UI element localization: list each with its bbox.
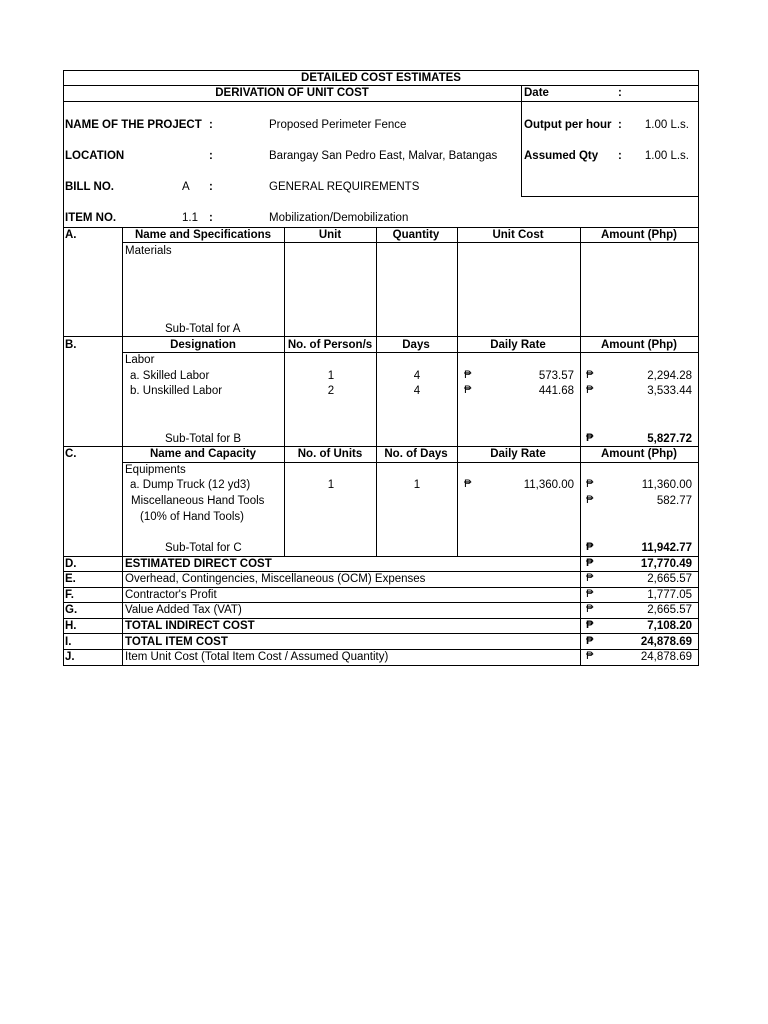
equipment-units: 1 (327, 479, 335, 491)
labor-persons: 1 (327, 370, 335, 382)
bill-code: A (182, 181, 190, 193)
location-label: LOCATION (65, 150, 125, 162)
qty-value: 1.00 L.s. (644, 150, 689, 162)
labor-amount: 2,294.28 (647, 370, 692, 382)
column-header: Quantity (392, 229, 440, 241)
peso-sign: ₱ (586, 572, 594, 584)
summary-code: I. (65, 636, 72, 648)
labor-persons: 2 (327, 385, 335, 397)
grid-line (457, 227, 458, 557)
summary-value: 24,878.69 (640, 636, 692, 648)
peso-sign: ₱ (586, 541, 594, 553)
peso-sign: ₱ (464, 384, 472, 396)
colon: : (209, 212, 213, 224)
summary-code: F. (65, 589, 74, 601)
summary-code: G. (65, 604, 78, 616)
section-a-code: A. (65, 229, 77, 241)
grid-line (63, 665, 699, 666)
column-header: Name and Capacity (149, 448, 257, 460)
colon: : (209, 150, 213, 162)
column-header: Amount (Php) (600, 448, 678, 460)
peso-sign: ₱ (586, 635, 594, 647)
group-label: Materials (125, 245, 172, 257)
column-header: Amount (Php) (600, 229, 678, 241)
qty-label: Assumed Qty (524, 150, 599, 162)
summary-label: TOTAL ITEM COST (125, 636, 228, 648)
summary-value: 17,770.49 (640, 558, 692, 570)
labor-amount: 3,533.44 (647, 385, 692, 397)
summary-value: 2,665.57 (647, 573, 692, 585)
item-value: Mobilization/Demobilization (269, 212, 409, 224)
item-label: ITEM NO. (65, 212, 117, 224)
summary-code: J. (65, 651, 75, 663)
peso-sign: ₱ (586, 557, 594, 569)
column-header: No. of Units (297, 448, 363, 460)
column-header: No. of Person/s (287, 339, 373, 351)
summary-code: D. (65, 558, 77, 570)
bill-value: GENERAL REQUIREMENTS (269, 181, 420, 193)
labor-name: b. Unskilled Labor (130, 385, 223, 397)
column-header: Daily Rate (490, 339, 546, 351)
summary-code: H. (65, 620, 77, 632)
column-header: Name and Specifications (134, 229, 272, 241)
summary-code: E. (65, 573, 76, 585)
summary-value: 1,777.05 (647, 589, 692, 601)
grid-line (63, 336, 699, 337)
summary-label: Overhead, Contingencies, Miscellaneous (OCM) Expenses (125, 573, 426, 585)
section-c-code: C. (65, 448, 77, 460)
peso-sign: ₱ (586, 650, 594, 662)
grid-line (63, 633, 699, 634)
summary-label: Item Unit Cost (Total Item Cost / Assumed Quantity) (125, 651, 389, 663)
column-header: No. of Days (384, 448, 448, 460)
item-code: 1.1 (182, 212, 198, 224)
grid-line (63, 70, 64, 666)
bill-label: BILL NO. (65, 181, 114, 193)
location-value: Barangay San Pedro East, Malvar, Batangas (269, 150, 498, 162)
output-value: 1.00 L.s. (644, 119, 689, 131)
sheet-subtitle: DERIVATION OF UNIT COST (215, 87, 369, 99)
subtotal-value: 11,942.77 (641, 542, 692, 554)
grid-line (284, 227, 285, 557)
project-value: Proposed Perimeter Fence (269, 119, 407, 131)
summary-value: 7,108.20 (647, 620, 692, 632)
labor-days: 4 (413, 370, 421, 382)
equipment-note: (10% of Hand Tools) (140, 511, 244, 523)
summary-value: 24,878.69 (640, 651, 692, 663)
column-header: Unit (318, 229, 342, 241)
grid-line (376, 227, 377, 557)
summary-label: Value Added Tax (VAT) (125, 604, 242, 616)
grid-line (698, 70, 699, 666)
project-label: NAME OF THE PROJECT (65, 119, 202, 131)
subtotal-label: Sub-Total for B (165, 433, 242, 445)
equipment-name: Miscellaneous Hand Tools (131, 495, 265, 507)
grid-line (521, 85, 522, 197)
grid-line (63, 101, 699, 102)
colon: : (618, 150, 622, 162)
peso-sign: ₱ (586, 494, 594, 506)
peso-sign: ₱ (586, 432, 594, 444)
grid-line (521, 196, 699, 197)
labor-rate: 573.57 (538, 370, 574, 382)
grid-line (580, 227, 581, 666)
summary-label: ESTIMATED DIRECT COST (125, 558, 272, 570)
subtotal-value: 5,827.72 (647, 433, 692, 445)
date-colon: : (618, 87, 622, 99)
grid-line (122, 227, 123, 666)
peso-sign: ₱ (464, 478, 472, 490)
peso-sign: ₱ (586, 369, 594, 381)
column-header: Days (402, 339, 430, 351)
grid-line (123, 462, 699, 463)
peso-sign: ₱ (586, 588, 594, 600)
colon: : (209, 181, 213, 193)
equipment-name: a. Dump Truck (12 yd3) (130, 479, 251, 491)
labor-rate: 441.68 (538, 385, 574, 397)
peso-sign: ₱ (586, 478, 594, 490)
summary-value: 2,665.57 (647, 604, 692, 616)
equipment-amount: 582.77 (656, 495, 692, 507)
summary-label: TOTAL INDIRECT COST (125, 620, 255, 632)
labor-days: 4 (413, 385, 421, 397)
equipment-rate: 11,360.00 (523, 479, 574, 491)
subtotal-label: Sub-Total for C (165, 542, 242, 554)
colon: : (209, 119, 213, 131)
column-header: Unit Cost (492, 229, 544, 241)
equipment-amount: 11,360.00 (641, 479, 692, 491)
group-label: Labor (125, 354, 155, 366)
equipment-days: 1 (413, 479, 421, 491)
peso-sign: ₱ (464, 369, 472, 381)
date-label: Date (524, 87, 549, 99)
peso-sign: ₱ (586, 619, 594, 631)
section-b-code: B. (65, 339, 77, 351)
labor-name: a. Skilled Labor (130, 370, 210, 382)
peso-sign: ₱ (586, 603, 594, 615)
grid-line (63, 85, 699, 86)
sheet-title: DETAILED COST ESTIMATES (301, 72, 461, 84)
column-header: Designation (170, 339, 236, 351)
group-label: Equipments (125, 464, 186, 476)
column-header: Daily Rate (490, 448, 546, 460)
output-label: Output per hour (524, 119, 612, 131)
column-header: Amount (Php) (600, 339, 678, 351)
peso-sign: ₱ (586, 384, 594, 396)
summary-label: Contractor's Profit (125, 589, 217, 601)
colon: : (618, 119, 622, 131)
grid-line (123, 352, 699, 353)
grid-line (123, 242, 699, 243)
subtotal-label: Sub-Total for A (165, 323, 241, 335)
